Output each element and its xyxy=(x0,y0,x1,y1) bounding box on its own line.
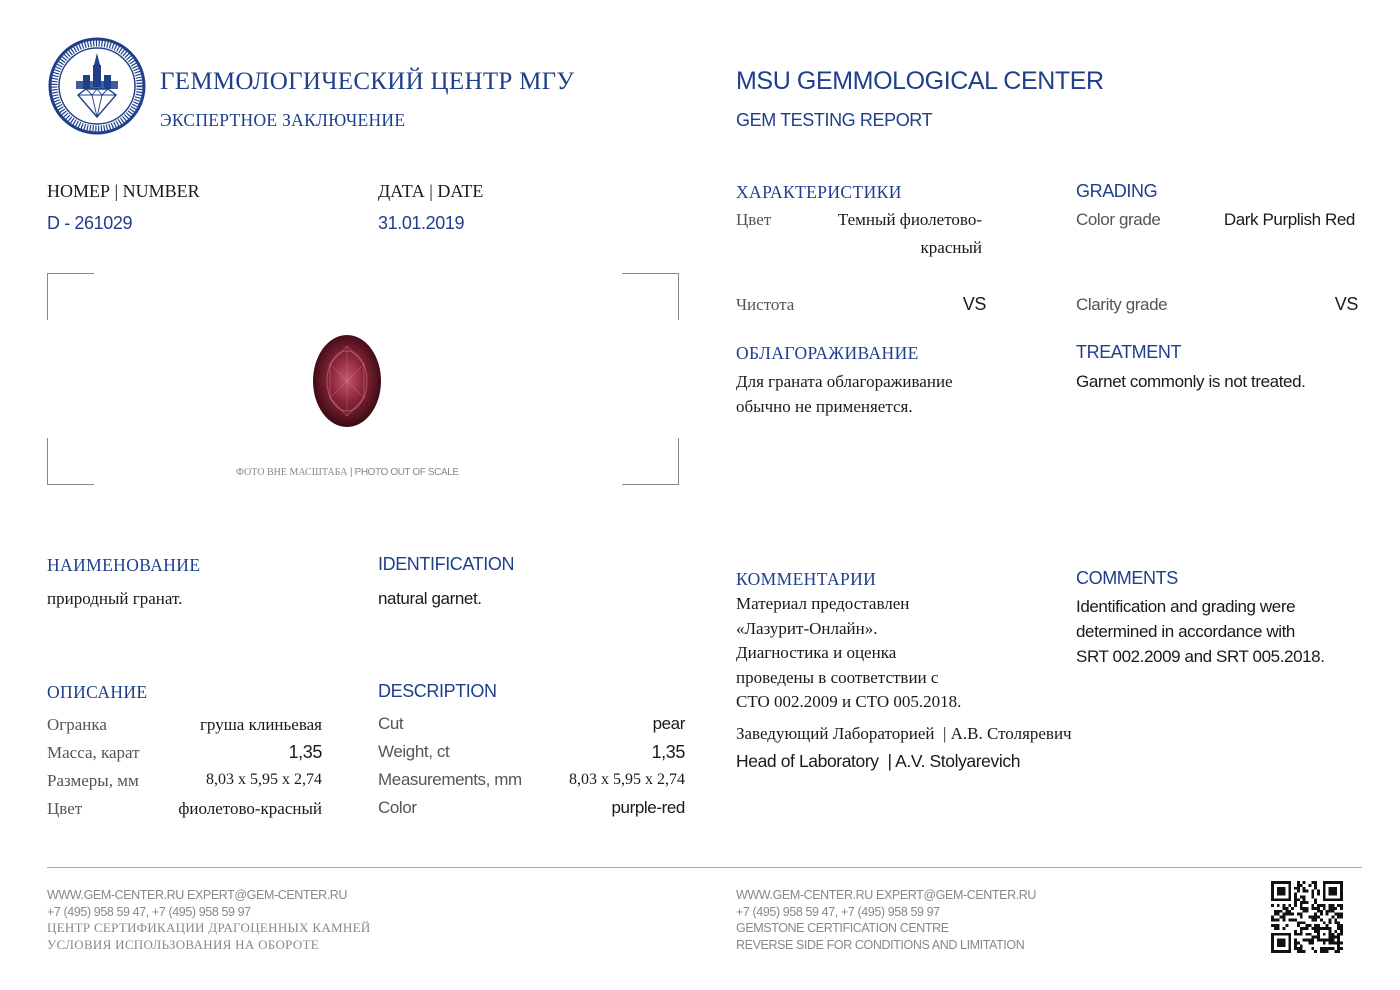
footer-divider xyxy=(47,867,1362,868)
identification-value-en: natural garnet. xyxy=(378,589,482,608)
clarity-value-ru: VS xyxy=(962,294,986,314)
clarity-grade-value: VS xyxy=(1334,294,1358,314)
identification-value-ru: природный гранат. xyxy=(47,589,183,608)
photo-caption-en: | PHOTO OUT OF SCALE xyxy=(349,467,459,478)
description-title-ru: ОПИСАНИЕ xyxy=(47,682,148,702)
desc-ru-value: 1,35 xyxy=(288,742,322,762)
desc-en-label: Measurements, mm xyxy=(378,770,522,789)
photo-caption-ru: ФОТО ВНЕ МАСШТАБА xyxy=(236,467,348,478)
qr-code-icon xyxy=(1271,881,1343,953)
identification-title-en: IDENTIFICATION xyxy=(378,554,515,574)
signature-en: Head of Laboratory | A.V. Stolyarevich xyxy=(736,751,1021,771)
comments-text-ru xyxy=(736,592,1036,715)
desc-ru-value: фиолетово-красный xyxy=(178,799,322,818)
footer-en xyxy=(736,887,1036,953)
comments-line-ru: Материал предоставлен xyxy=(736,594,910,613)
signature-ru: Заведующий Лабораторией | А.В. Столяревич xyxy=(736,724,1072,743)
footer-terms-ru: УСЛОВИЯ ИСПОЛЬЗОВАНИЯ НА ОБОРОТЕ xyxy=(47,936,319,952)
comments-line-en: determined in accordance with xyxy=(1076,622,1295,641)
footer-contacts: WWW.GEM-CENTER.RU EXPERT@GEM-CENTER.RU xyxy=(47,888,348,902)
treatment-text-ru: Для граната облагораживание обычно не применяется. xyxy=(736,372,953,416)
comments-title-ru: КОММЕНТАРИИ xyxy=(736,569,877,589)
desc-ru-label: Размеры, мм xyxy=(47,771,139,790)
treatment-title-en: TREATMENT xyxy=(1076,342,1182,362)
msu-seal-logo xyxy=(48,37,146,135)
desc-en-value: pear xyxy=(652,714,685,733)
comments-title-en: COMMENTS xyxy=(1076,568,1178,588)
clarity-label-ru: Чистота xyxy=(736,295,795,314)
color-value-ru-line2: красный xyxy=(920,238,982,257)
footer-phones: +7 (495) 958 59 47, +7 (495) 958 59 97 xyxy=(47,904,251,919)
number-label: НОМЕР | NUMBER xyxy=(47,181,200,201)
desc-en-value: 1,35 xyxy=(651,742,685,762)
footer-ru xyxy=(47,887,371,953)
footer-org-en: GEMSTONE CERTIFICATION CENTRE xyxy=(736,921,949,935)
desc-ru-value: груша клиньевая xyxy=(199,715,322,734)
description-title-en: DESCRIPTION xyxy=(378,681,497,701)
page-subtitle-ru: ЭКСПЕРТНОЕ ЗАКЛЮЧЕНИЕ xyxy=(160,110,406,130)
report-number: D - 261029 xyxy=(47,213,133,233)
desc-ru-label: Цвет xyxy=(47,799,83,818)
desc-en-label: Cut xyxy=(378,714,404,733)
footer-terms-en: REVERSE SIDE FOR CONDITIONS AND LIMITATION xyxy=(736,937,1025,952)
date-label: ДАТА | DATE xyxy=(378,181,484,201)
comments-line-ru: СТО 002.2009 и СТО 005.2018. xyxy=(736,692,962,711)
comments-line-ru: проведены в соответствии с xyxy=(736,667,939,687)
characteristics-title: ХАРАКТЕРИСТИКИ xyxy=(736,182,902,202)
comments-line-en: Identification and grading were xyxy=(1076,597,1296,616)
photo-caption xyxy=(236,467,459,478)
page-subtitle-en: GEM TESTING REPORT xyxy=(736,110,933,130)
desc-en-value: 8,03 x 5,95 x 2,74 xyxy=(569,771,685,788)
desc-ru-label: Масса, карат xyxy=(47,743,140,762)
treatment-text-en: Garnet commonly is not treated. xyxy=(1076,372,1306,391)
color-label-ru: Цвет xyxy=(736,210,772,229)
color-grade-label: Color grade xyxy=(1076,210,1161,229)
desc-en-label: Color xyxy=(378,798,417,817)
color-value-ru-line1: Темный фиолетово- xyxy=(837,210,982,229)
treatment-title-ru: ОБЛАГОРАЖИВАНИЕ xyxy=(736,343,919,363)
report-date: 31.01.2019 xyxy=(378,213,465,233)
comments-text-en xyxy=(1076,594,1376,669)
identification-title-ru: НАИМЕНОВАНИЕ xyxy=(47,555,201,575)
desc-ru-value: 8,03 x 5,95 x 2,74 xyxy=(206,771,322,788)
comments-line-ru: Диагностика и оценка xyxy=(736,643,897,662)
desc-en-label: Weight, ct xyxy=(378,742,450,761)
page-title-en: MSU GEMMOLOGICAL CENTER xyxy=(736,67,1104,95)
footer-phones: +7 (495) 958 59 47, +7 (495) 958 59 97 xyxy=(736,904,940,919)
footer-org-ru: ЦЕНТР СЕРТИФИКАЦИИ ДРАГОЦЕННЫХ КАМНЕЙ xyxy=(47,920,371,935)
footer-contacts: WWW.GEM-CENTER.RU EXPERT@GEM-CENTER.RU xyxy=(736,888,1037,902)
desc-en-value: purple-red xyxy=(611,798,685,817)
desc-ru-label: Огранка xyxy=(47,715,107,734)
comments-line-en: SRT 002.2009 and SRT 005.2018. xyxy=(1076,647,1325,666)
clarity-grade-label: Clarity grade xyxy=(1076,295,1168,314)
comments-line-ru: «Лазурит-Онлайн». xyxy=(736,618,878,638)
color-grade-value: Dark Purplish Red xyxy=(1223,210,1355,229)
page-title-ru: ГЕММОЛОГИЧЕСКИЙ ЦЕНТР МГУ xyxy=(160,68,575,95)
gemstone-photo xyxy=(312,334,382,428)
grading-title: GRADING xyxy=(1076,181,1158,201)
